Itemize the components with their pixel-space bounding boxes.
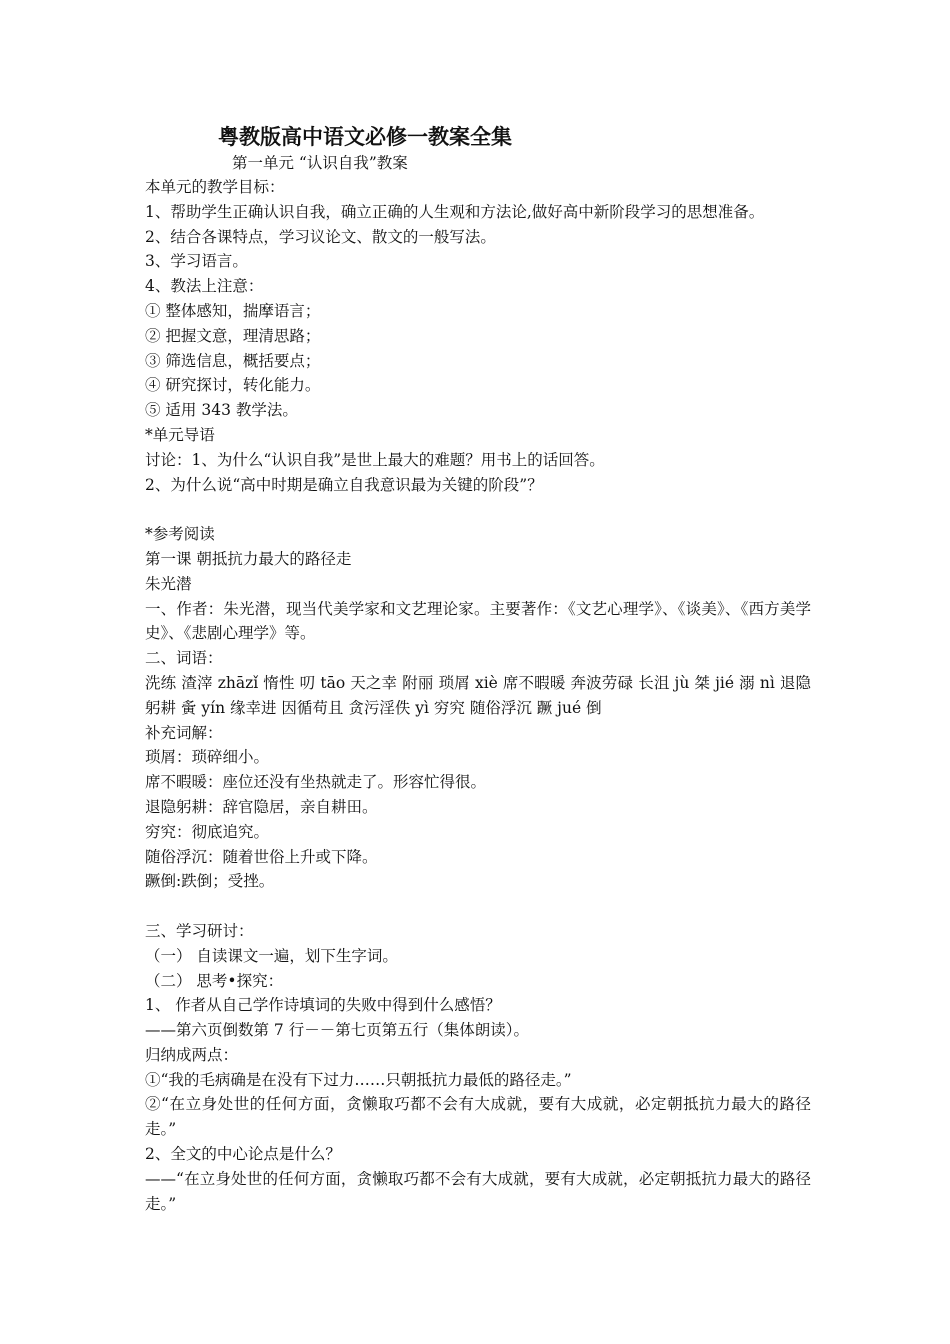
text-line: 退隐躬耕：辞官隐居，亲自耕田。 (145, 797, 378, 816)
text-line: 席不暇暖：座位还没有坐热就走了。形容忙得很。 (145, 773, 487, 792)
text-line: 3、学习语言。 (145, 252, 248, 271)
text-line: 2、结合各课特点，学习议论文、散文的一般写法。 (145, 227, 496, 246)
document-body (145, 175, 811, 1216)
blank-line (145, 497, 811, 522)
text-line: ——第六页倒数第 7 行－－第七页第五行（集体朗读）。 (145, 1021, 529, 1040)
text-line: 本单元的教学目标： (145, 178, 285, 196)
text-line: （一） 自读课文一遍，划下生字词。 (145, 946, 398, 965)
text-paragraph: ——“在立身处世的任何方面，贪懒取巧都不会有大成就，要有大成就，必定朝抵抗力最大的路径走。” (145, 1169, 811, 1213)
text-line: 随俗浮沉：随着世俗上升或下降。 (145, 847, 378, 866)
text-line: ⑤ 适用 343 教学法。 (145, 401, 298, 420)
document-subtitle: 第一单元 “认识自我”教案 (232, 154, 408, 172)
text-line: ③ 筛选信息，概括要点； (145, 351, 321, 370)
text-line: 朱光潜 (145, 574, 192, 593)
text-line: ①“我的毛病确是在没有下过力……只朝抵抗力最低的路径走。” (145, 1070, 572, 1089)
text-paragraph: 洗练 渣滓 zhāzǐ 惰性 叨 tāo 天之幸 附丽 琐屑 xiè 席不暇暖 奔波劳碌 长沮 jù 桀 jié 溺 nì 退隐躬耕 夤 yín 缘幸进 因循苟且 贪污淫佚 yì 穷究 随俗浮沉 蹶 jué 倒 (145, 673, 811, 717)
text-line: ② 把握文意，理清思路； (145, 326, 321, 345)
text-line: *单元导语 (145, 425, 215, 444)
text-line: （二） 思考•探究： (145, 971, 284, 990)
text-line: 第一课 朝抵抗力最大的路径走 (145, 549, 352, 568)
text-line: 穷究：彻底追究。 (145, 822, 270, 841)
text-line: 二、词语： (145, 649, 223, 668)
text-line: 1、 作者从自己学作诗填词的失败中得到什么感悟？ (145, 996, 501, 1015)
text-line: 归纳成两点： (145, 1045, 239, 1064)
text-line: ④ 研究探讨，转化能力。 (145, 376, 321, 395)
text-line: 4、教法上注意： (145, 277, 264, 296)
text-line: 1、帮助学生正确认识自我，确立正确的人生观和方法论,做好高中新阶段学习的思想准备。 (145, 202, 765, 221)
text-paragraph: ②“在立身处世的任何方面，贪懒取巧都不会有大成就，要有大成就，必定朝抵抗力最大的路径走。” (145, 1095, 811, 1139)
blank-line (145, 894, 811, 919)
text-line: ① 整体感知，揣摩语言； (145, 301, 321, 320)
text-line: 三、学习研讨： (145, 921, 254, 940)
text-line: *参考阅读 (145, 525, 215, 544)
text-line: 琐屑：琐碎细小。 (145, 748, 270, 767)
text-line: 2、为什么说“高中时期是确立自我意识最为关键的阶段”？ (145, 475, 543, 494)
text-line: 2、全文的中心论点是什么？ (145, 1145, 341, 1164)
text-line: 蹶倒:跌倒；受挫。 (145, 872, 275, 891)
text-line: 讨论：1、为什么“认识自我”是世上最大的难题？用书上的话回答。 (145, 450, 605, 469)
text-paragraph: 一、作者：朱光潜，现当代美学家和文艺理论家。主要著作：《文艺心理学》、《谈美》、《西方美学史》、《悲剧心理学》等。 (145, 599, 811, 643)
document-title: 粤教版高中语文必修一教案全集 (218, 124, 512, 149)
text-line: 补充词解： (145, 723, 223, 742)
